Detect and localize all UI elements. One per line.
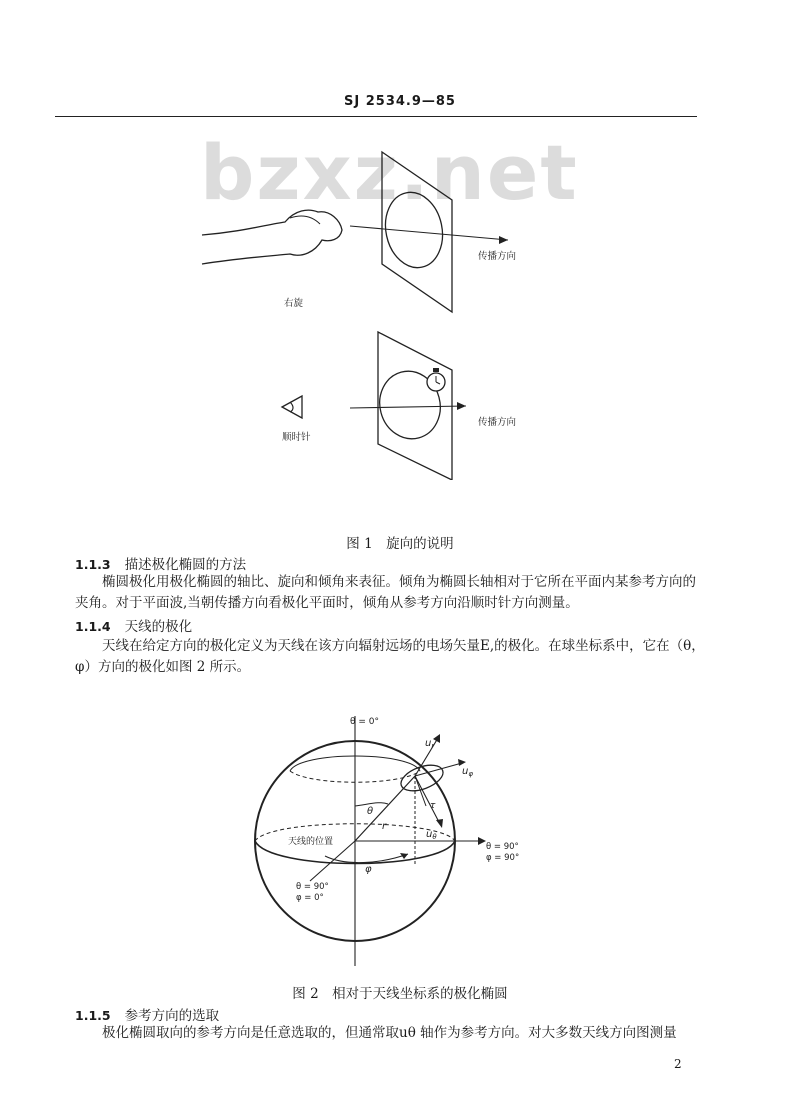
label-uphi: $u_\varphi$ [462,766,473,778]
label-antenna-position: 天线的位置 [288,837,334,847]
header-rule [55,116,697,117]
label-clockwise: 顺时针 [282,432,311,443]
label-propagation-bottom: 传播方向 [478,417,517,428]
figure-1 [190,140,560,480]
section-1-1-4-heading [75,615,192,635]
section-1-1-5-paragraph: 极化椭圆取向的参考方向是任意选取的，但通常取uθ 轴作为参考方向。对大多数天线方向图测量 [102,1025,677,1041]
figure-1-caption: 图 1 旋向的说明 [346,536,454,552]
label-right-theta: θ = 90° [486,842,519,852]
watermark: bzxz.net [200,128,579,217]
section-1-1-5-heading [75,1004,219,1024]
right-hand-icon [202,210,342,264]
section-number: 1.1.5 [75,1008,111,1023]
section-title: 天线的极化 [124,619,193,635]
label-left-phi: φ = 0° [296,893,324,903]
propagation-arrow-bottom [350,406,466,408]
label-right-hand: 右旋 [284,298,304,309]
section-title: 描述极化椭圆的方法 [124,557,247,573]
label-right-phi: φ = 90° [486,853,520,863]
figure-2 [250,706,540,974]
label-r: r [382,821,387,832]
section-number: 1.1.3 [75,557,111,572]
label-tau: τ [430,801,436,811]
section-1-1-4-paragraph: 天线在给定方向的极化定义为天线在该方向辐射远场的电场矢量E,的极化。在球坐标系中，它在（θ，φ）方向的极化如图 2 所示。 [75,638,705,675]
page-number: 2 [674,1057,682,1071]
label-ur: $u_r$ [425,738,435,750]
label-left-theta: θ = 90° [296,882,329,892]
label-propagation-top: 传播方向 [478,251,517,262]
propagation-arrow-top [350,226,508,240]
section-1-1-3-heading [75,553,246,573]
section-title: 参考方向的选取 [124,1008,220,1024]
label-theta0: θ = 0° [350,717,379,727]
label-theta: θ [367,806,374,817]
document-header: SJ 2534.9—85 [344,94,456,109]
section-number: 1.1.4 [75,619,111,634]
section-1-1-3-paragraph: 椭圆极化用极化椭圆的轴比、旋向和倾角来表征。倾角为椭圆长轴相对于它所在平面内某参考方向的夹角。对于平面波,当朝传播方向看极化平面时，倾角从参考方向沿顺时针方向测量。 [75,574,696,611]
figure-2-caption: 图 2 相对于天线坐标系的极化椭圆 [292,986,508,1002]
label-utheta: $u_\theta$ [426,829,437,841]
label-phi: φ [365,864,372,875]
eye-icon [282,396,302,418]
